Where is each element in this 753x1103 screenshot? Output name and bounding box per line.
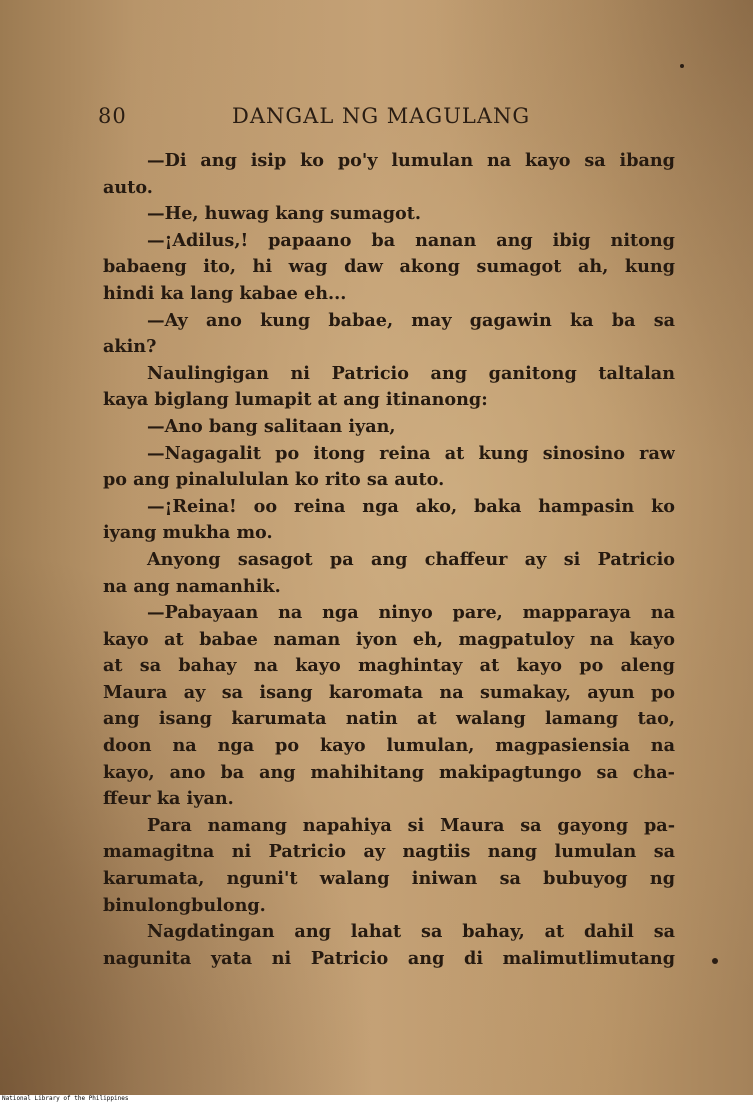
page-number: 80 [98, 104, 127, 128]
text-line: —Pabayaan na nga ninyo pare, mapparaya na [147, 602, 675, 624]
text-line: Para namang napahiya si Maura sa gayong pa- [147, 814, 675, 836]
text-line: Anyong sasagot pa ang chaffeur ay si Patricio [147, 548, 675, 570]
text-line: —¡Reina! oo reina nga ako, baka hampasin ko [147, 495, 675, 517]
text-line: akin? [103, 336, 157, 358]
page-header [98, 104, 558, 132]
text-line: binulongbulong. [103, 894, 266, 916]
text-line: Nagdatingan ang lahat sa bahay, at dahil sa [147, 921, 675, 943]
text-line: ang isang karumata natin at walang lamang tao, [103, 708, 675, 730]
text-line: auto. [103, 176, 153, 198]
text-line: iyang mukha mo. [103, 522, 273, 544]
text-line: ffeur ka iyan. [103, 788, 234, 810]
text-line: doon na nga po kayo lumulan, magpasiensia na [103, 735, 675, 757]
text-line: babaeng ito, hi wag daw akong sumagot ah, kung [103, 256, 675, 278]
scan-credit-footer [0, 1095, 753, 1103]
ink-speck [712, 958, 718, 964]
text-line: Maura ay sa isang karomata na sumakay, ayun po [103, 681, 675, 703]
text-line: —Ay ano kung babae, may gagawin ka ba sa [147, 309, 675, 331]
text-line: karumata, nguni't walang iniwan sa bubuyog ng [103, 868, 675, 890]
text-line: po ang pinalululan ko rito sa auto. [103, 469, 445, 491]
text-line: mamagitna ni Patricio ay nagtiis nang lumulan sa [103, 841, 675, 863]
scan-credit: National Library of the Philippines [2, 1095, 129, 1102]
text-line: nagunita yata ni Patricio ang di malimutlimutang [103, 947, 675, 969]
text-line: kayo, ano ba ang mahihitang makipagtungo sa cha- [103, 761, 675, 783]
text-line: —Nagagalit po itong reina at kung sinosino raw [147, 442, 675, 464]
running-title: DANGAL NG MAGULANG [232, 104, 531, 128]
ink-speck [680, 64, 684, 68]
text-line: at sa bahay na kayo maghintay at kayo po aleng [103, 655, 675, 677]
text-line: kayo at babae naman iyon eh, magpatuloy na kayo [103, 628, 675, 650]
text-line: kaya biglang lumapit at ang itinanong: [103, 389, 488, 411]
text-line: —Di ang isip ko po'y lumulan na kayo sa ibang [147, 150, 675, 171]
text-line: hindi ka lang kabae eh... [103, 282, 347, 304]
text-line: —¡Adilus,! papaano ba nanan ang ibig nitong [147, 229, 675, 251]
body-text [103, 148, 675, 972]
text-line: Naulingigan ni Patricio ang ganitong taltalan [147, 362, 675, 384]
text-line: —Ano bang salitaan iyan, [147, 415, 396, 437]
text-line: na ang namanhik. [103, 575, 281, 597]
text-line: —He, huwag kang sumagot. [147, 203, 422, 225]
